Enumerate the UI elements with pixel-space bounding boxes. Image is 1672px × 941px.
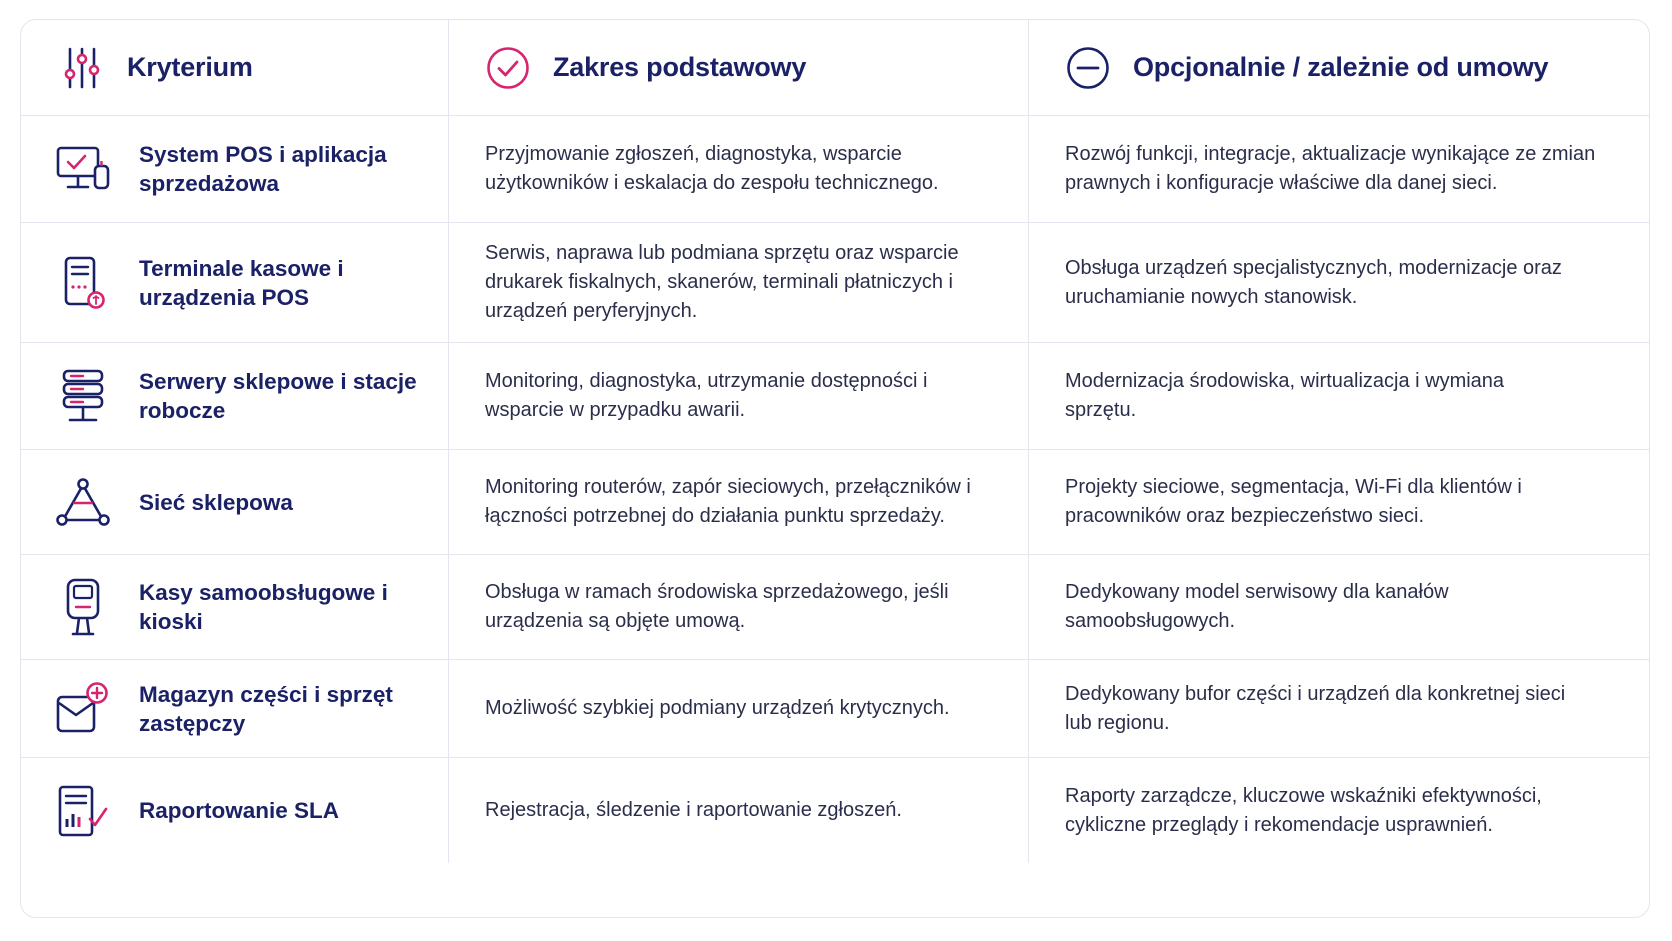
network-triangle-icon: [55, 474, 111, 530]
table-header-row: [21, 20, 1649, 116]
optional-scope-cell: Obsługa urządzeń specjalistycznych, modernizacje oraz uruchamianie nowych stanowisk.: [1065, 256, 1562, 308]
basic-scope-cell: Monitoring, diagnostyka, utrzymanie dostępności i wsparcie w przypadku awarii.: [449, 343, 1029, 449]
optional-scope-cell: Rozwój funkcji, integracje, aktualizacje wynikające ze zmian prawnych i konfiguracje właściwe dla danej sieci.: [1065, 143, 1596, 194]
table-row: [21, 343, 1649, 450]
table-row: [21, 450, 1649, 555]
criterion-cell: [21, 758, 449, 863]
header-basic-cell: [449, 20, 1029, 115]
optional-scope-cell: Dedykowany bufor części i urządzeń dla konkretnej sieci lub regionu.: [1065, 682, 1566, 734]
basic-scope-cell: Obsługa w ramach środowiska sprzedażowego, jeśli urządzenia są objęte umową.: [449, 555, 1029, 659]
table-row: [21, 758, 1649, 863]
optional-scope-cell: Modernizacja środowiska, wirtualizacja i wymiana sprzętu.: [1065, 370, 1505, 421]
minus-circle-icon: [1065, 45, 1111, 91]
criterion-label: Magazyn części i sprzęt zastępczy: [139, 681, 393, 736]
criterion-label: System POS i aplikacja sprzedażowa: [139, 142, 387, 196]
criterion-cell: [21, 223, 449, 342]
header-basic-label: Zakres podstawowy: [553, 52, 807, 82]
criterion-label: Sieć sklepowa: [139, 489, 293, 515]
criterion-label: Serwery sklepowe i stacje robocze: [139, 369, 417, 423]
basic-scope-cell: Możliwość szybkiej podmiany urządzeń krytycznych.: [449, 660, 1029, 757]
sliders-icon: [59, 45, 105, 91]
table-row: [21, 660, 1649, 758]
table-row: [21, 116, 1649, 223]
basic-scope-cell: Przyjmowanie zgłoszeń, diagnostyka, wsparcie użytkowników i eskalacja do zespołu technicznego.: [449, 116, 1029, 222]
criterion-label: Raportowanie SLA: [139, 798, 340, 823]
optional-scope-cell: Projekty sieciowe, segmentacja, Wi-Fi dla klientów i pracowników oraz bezpieczeństwo sieci.: [1065, 476, 1522, 527]
basic-scope-cell: Rejestracja, śledzenie i raportowanie zgłoszeń.: [449, 758, 1029, 863]
basic-scope-cell: Monitoring routerów, zapór sieciowych, przełączników i łączności potrzebnej do działania punktu sprzedaży.: [449, 450, 1029, 554]
header-criterion-cell: [21, 20, 449, 115]
report-chart-icon: [55, 783, 111, 839]
header-optional-cell: [1029, 20, 1649, 115]
header-optional-label: Opcjonalnie / zależnie od umowy: [1133, 52, 1549, 82]
criterion-cell: [21, 343, 449, 449]
check-circle-icon: [485, 45, 531, 91]
table-row: [21, 223, 1649, 343]
server-rack-icon: [55, 368, 111, 424]
header-criterion-label: Kryterium: [127, 52, 253, 82]
optional-scope-cell: Dedykowany model serwisowy dla kanałów samoobsługowych.: [1065, 581, 1449, 632]
criterion-cell: [21, 116, 449, 222]
criterion-label: Terminale kasowe i urządzenia POS: [139, 255, 344, 310]
optional-scope-cell: Raporty zarządcze, kluczowe wskaźniki efektywności, cykliczne przeglądy i rekomendacje usprawnień.: [1065, 784, 1542, 836]
criterion-label: Kasy samoobsługowe i kioski: [139, 580, 388, 634]
table-row: [21, 555, 1649, 660]
basic-scope-cell: Serwis, naprawa lub podmiana sprzętu oraz wsparcie drukarek fiskalnych, skanerów, terminali płatniczych i urządzeń peryferyjnych.: [449, 223, 1029, 342]
criterion-cell: [21, 450, 449, 554]
payment-terminal-icon: [55, 255, 111, 311]
sla-scope-table: [20, 19, 1650, 918]
monitor-pos-icon: [55, 141, 111, 197]
self-checkout-kiosk-icon: [55, 579, 111, 635]
criterion-cell: [21, 555, 449, 659]
criterion-cell: [21, 660, 449, 757]
parts-box-plus-icon: [55, 681, 111, 737]
